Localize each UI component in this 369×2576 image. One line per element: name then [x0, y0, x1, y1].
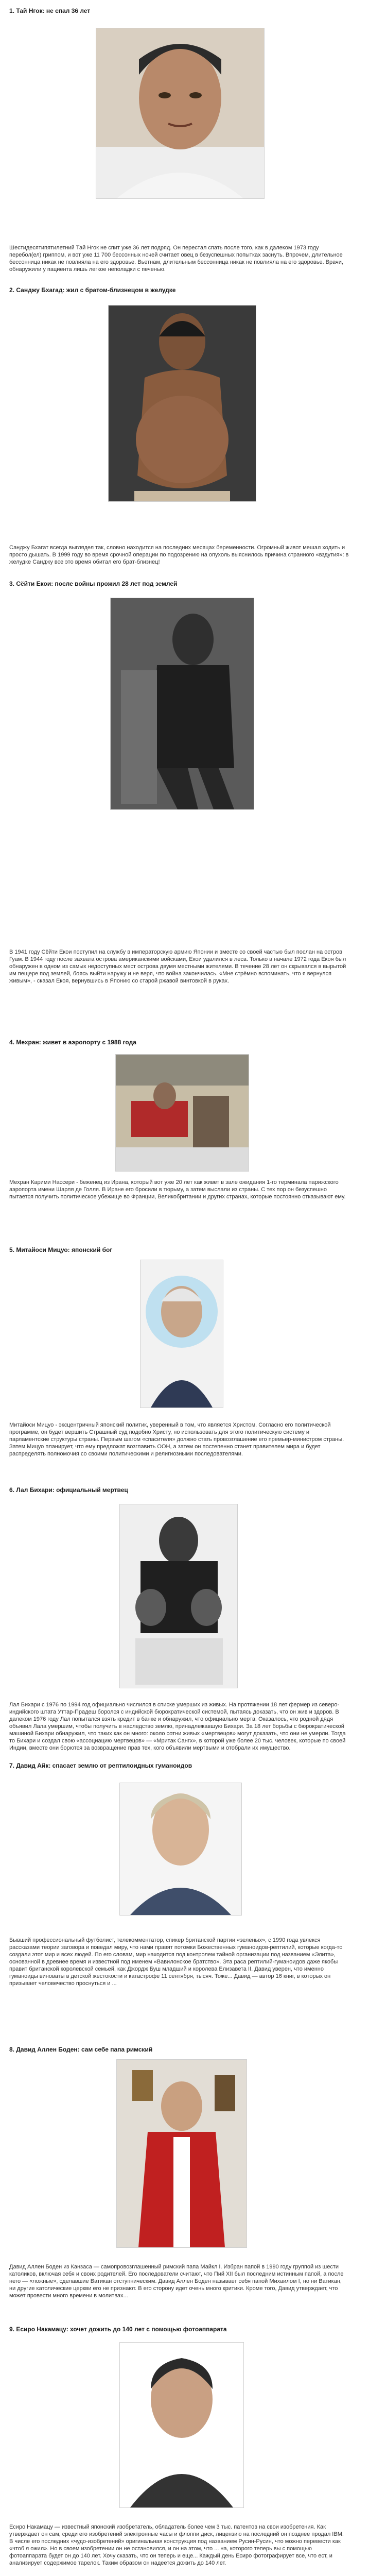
section-text: Бывший профессиональный футболист, телекомментатор, спикер британской партии «зеленых», с 1990 года увлекся рассказами теории заговора и поведал миру, что нами правят потомки Божественных гуманоидов-рептилий, которые когда-то создали этот мир и всех людей. По его словам, мир находится под контролем тайной организации под названием «Элита», основанной в древнее время и известной под именем «Вавилонское братство». Эта раса рептилий-гуманоидов даже якобы правит британской королевской семьей, как Джордж Буш младший и королева Елизавета II. Давид уверен, что именно гуманоиды виноваты в детской жестокости и катастрофе 11 сентября, тысяч. Тоже... Давид — автор 16 книг, в которых он призывает человечество проснуться и ...: [9, 1937, 343, 1987]
section-text: Лал Бихари с 1976 по 1994 год официально числился в списке умерших из живых. На протяжении 18 лет фермер из северо-индийского штата Уттар-Прадеш боролся с индийской бюрократической системой, пытаясь доказать, что он жив и здоров. В далеком 1976 году Лал попытался взять кредит в банке и обнаружил, что официально мертв. Оказалось, что родной дядя объявил Лала умершим, чтобы получить в наследство землю, принадлежавшую Бихари. За 18 лет борьбы с бюрократической машиной Бихари обнаружил, что таких как он много: около сотни живых «мертвецов» могут доказать, что они не умерли. Тогда то Бихари и создал свою «ассоциацию мертвецов» — «Мритак Сангх», в которой уже более 20 тыс. человек, которые по своей Индии, вместе они борются за возвращение прав тех, кого объявили мертвыми и отобрали их имущество.: [9, 1702, 346, 1751]
section-text: Санджу Бхагат всегда выглядел так, словно находится на последних месяцах беременности. Огромный живот мешал ходить и просто дышать. В 1999 году во время срочной операции по подозрению на опухоль выяснилось причина странного «вздутия»: в желудке Санджу все это время обитал его брат-близнец!: [9, 545, 349, 565]
article-section-5: [9, 1246, 359, 1478]
section-photo: [116, 2059, 247, 2248]
section-text: Шестидесятипятилетний Тай Нгок не спит уже 36 лет подряд. Он перестал спать после того, как в далеком 1973 году перебол(ел) гриппом, и вот уже 11 700 бессонных ночей считает овец в безуспешных попытках заснуть. Впрочем, длительное бессонница никак не повлияла на его здоровье. Вьетнам, длительным бессонница никак не повлияла на его здоровье. Врачи, обнаружили у пациента лишь легкое неполадки с печенью.: [9, 245, 343, 273]
section-title: 7. Давид Айк: спасает землю от рептилоидных гуманоидов: [9, 1762, 192, 1769]
section-photo: [96, 28, 265, 199]
section-title: 1. Тай Нгок: не спал 36 лет: [9, 7, 91, 14]
section-title: 2. Санджу Бхагад: жил с братом-близнецом в желудке: [9, 286, 176, 294]
section-text: Есиро Накамацу — известный японский изобретатель, обладатель более чем 3 тыс. патентов на свои изобретения. Как утверждает он сам, среди его изобретений электронные часы и флоппи диск, лицензию на последний он позднее продал IBM. В числе его последних «чудо-изобретений» оригинальная конструкция под названием Русин-Русин, что можно перевести как «чтоб я ожил». Но в своем изобретении он не остановился, и он на этом, что ... на, которого теперь вы с помощью фотоаппарата будет он до 140 лет. Хочу сказать, что он теперь и еще... Каждый день Есиро фотографирует все, что ест, и анализирует содержимое тарелок. Таким образом он надеется дожить до 140 лет.: [9, 2524, 344, 2566]
article-section-9: [9, 2326, 359, 2576]
section-text: Давид Аллен Боден из Канзаса — самопровозглашенный римский папа Майкл I. Избран папой в 1990 году группой из шести католиков, включая себя и своих родителей. Его последователи считают, что Пий XII был последним истинным папой, а после него — «ложные», сделавшие Ватикан отступническим. Давид Аллен Боден называет себя папой Михаилом I, но ни Ватикан, ни другие католические церкви его не признают. В его сторону идет очень много критики. Кроме того, Давид утверждает, что может провести много времени в молитвах...: [9, 2264, 344, 2299]
section-text: В 1941 году Сёйти Екои поступил на службу в императорскую армию Японии и вместе со своей частью был послан на остров Гуам. В 1944 году после захвата острова американскими войсками, Екои удалился в леса. Только в начале 1972 года Екоя был обнаружен в одном из самых недоступных мест острова двумя местными жителями. В течение 28 лет он скрывался в вырытой им пещере под землей, боясь выйти наружу и не веря, что война закончилась. «Мне стрёмно вспоминать, что я вернулся живым», - сказал Екоя, вернувшись в Японию со старой ржавой винтовкой в руках.: [9, 949, 346, 984]
article-section-8: [9, 2046, 359, 2347]
section-title: 9. Есиро Накамацу: хочет дожить до 140 лет с помощью фотоаппарата: [9, 2326, 227, 2333]
section-title: 6. Лал Бихари: официальный мертвец: [9, 1486, 128, 1494]
section-title: 5. Митайоси Мицуо: японский бог: [9, 1246, 113, 1253]
section-photo: [119, 1783, 242, 1916]
article-section-3: [9, 580, 359, 1018]
section-photo: [115, 1054, 249, 1172]
article-section-7: [9, 1762, 359, 2038]
section-title: 4. Мехран: живет в аэропорту с 1988 года: [9, 1039, 136, 1046]
section-photo: [119, 2342, 244, 2508]
article-section-4: [9, 1039, 359, 1234]
article-section-1: [9, 7, 359, 280]
section-photo: [119, 1504, 238, 1688]
section-title: 3. Сёйти Екои: после войны прожил 28 лет под землей: [9, 580, 178, 587]
article-section-6: [9, 1486, 359, 1775]
section-text: Мехран Карими Нассери - беженец из Ирана, который вот уже 20 лет как живет в зале ожидания 1-го терминала парижского аэропорта имени Шарля де Голля. В Иране его бросили в тюрьму, а затем выслали из страны. С тех пор он безуспешно пытается получить политическое убежище во Франции, Великобритании и других странах, которые постоянно отказывают ему.: [9, 1179, 346, 1200]
section-photo: [140, 1260, 223, 1408]
section-title: 8. Давид Аллен Боден: сам себе папа римский: [9, 2046, 153, 2053]
section-photo: [108, 305, 256, 502]
article-section-2: [9, 286, 359, 585]
section-text: Митайоси Мицуо - эксцентричный японский политик, уверенный в том, что является Христом. Согласно его политической программе, он будет вершить Страшный суд подобно Христу, но использовать для этого политическую систему и парламентские структуры страны. Первым шагом «спасителя» должно стать провозглашение его премьер-министром страны. Затем Мицуо планирует, что ему предложат возглавить ООН, а затем он постепенно станет правителем мира и будет распределять полномочия со своими политическими и религиозными последователями.: [9, 1422, 344, 1457]
section-photo: [110, 598, 254, 810]
